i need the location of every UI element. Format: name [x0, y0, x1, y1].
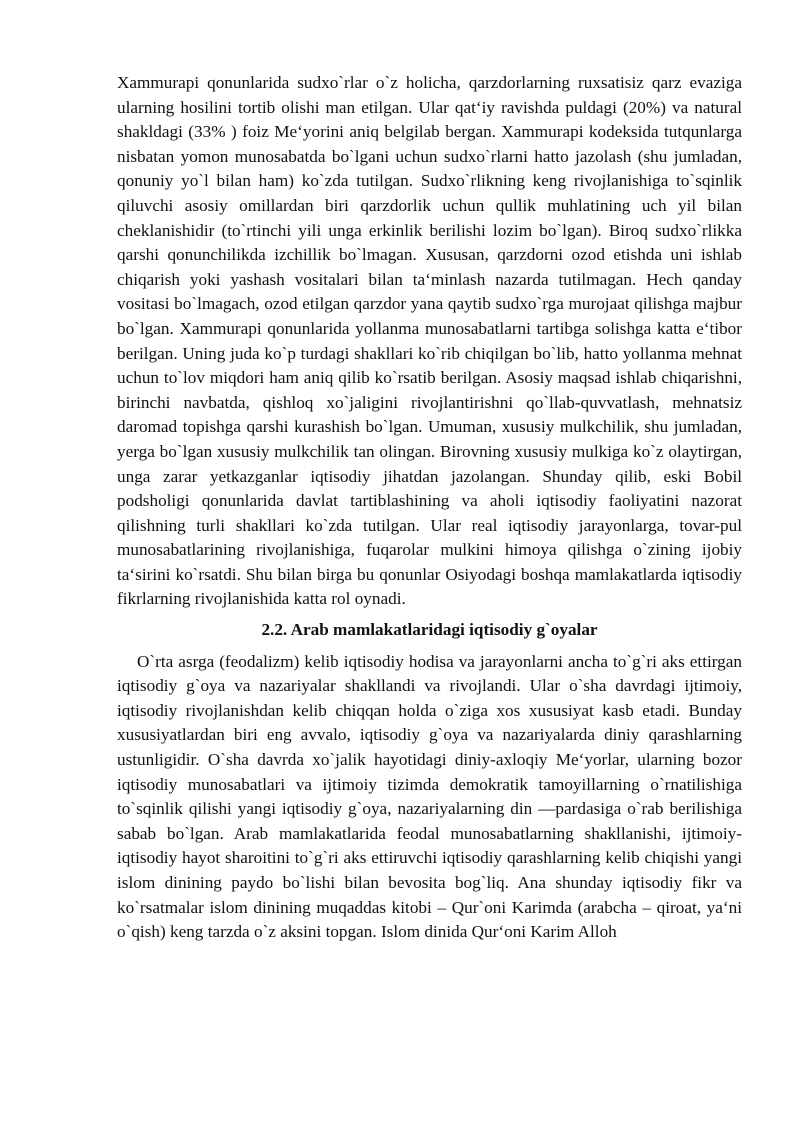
section-heading: 2.2. Arab mamlakatlaridagi iqtisodiy g`oyalar [261, 620, 598, 640]
body-paragraph: Xammurapi qonunlarida sudxo`rlar o`z holicha, qarzdorlarning ruxsatisiz qarz evaziga ularning hosilini tortib olishi man etilgan. Ular qat‘iy ravishda puldagi (20%) va natural shakldagi (33% ) foiz Me‘yorini aniq belgilab bergan. Xammurapi kodeksida tutqunlarga nisbatan yomon munosabatda bo`lgani uchun sudxo`rlarni hatto jazolash (shu jumladan, qonuniy yo`l bilan ham) ko`zda tutilgan. Sudxo`rlikning keng rivojlanishiga to`sqinlik qiluvchi asosiy omillardan biri qarzdorlik uchun qullik muhlatining uch yil bilan cheklanishidir (to`rtinchi yili unga erkinlik berilishi lozim bo`lgan). Biroq sudxo`rlikka qarshi qonunchilikda izchillik bo`lmagan. Xususan, qarzdorni ozod etishda uni ishlab chiqarish yoki yashash vositalari bilan ta‘minlash nazarda tutilmagan. Hech qanday vositasi bo`lmagach, ozod etilgan qarzdor yana qaytib sudxo`rga murojaat qilishga majbur bo`lgan. Xammurapi qonunlarida yollanma munosabatlarni tartibga solishga katta e‘tibor berilgan. Uning juda ko`p turdagi shakllari ko`rib chiqilgan bo`lib, hatto yollanma mehnat uchun to`lov miqdori ham aniq qilib ko`rsatib berilgan. Asosiy maqsad ishlab chiqarishni, birinchi navbatda, qishloq xo`jaligini rivojlantirishni qo`llab-quvvatlash, mehnatsiz daromad topishga qarshi kurashish bo`lgan. Umuman, xususiy mulkchilik, shu jumladan, yerga bo`lgan xususiy mulkchilik tan olingan. Birovning xususiy mulkiga ko`z olaytirgan, unga zarar yetkazganlar iqtisodiy jihatdan jazolangan. Shunday qilib, eski Bobil podsholigi qonunlarida davlat tartiblashining va aholi iqtisodiy faoliyatini nazorat qilishning turli shakllari ko`zda tutilgan. Ular real iqtisodiy jarayonlarga, tovar-pul munosabatlarining rivojlanishiga, fuqarolar mulkini himoya qilishga o`zining ijobiy ta‘sirini ko`rsatdi. Shu bilan birga bu qonunlar Osiyodagi boshqa mamlakatlarda iqtisodiy fikrlarning rivojlanishida katta rol oynadi. [117, 73, 742, 609]
body-paragraph: O`rta asrga (feodalizm) kelib iqtisodiy hodisa va jarayonlarni ancha to`g`ri aks ettirgan iqtisodiy g`oya va nazariyalar shakllandi va rivojlandi. Ular o`sha davrdagi ijtimoiy, iqtisodiy rivojlanishdan kelib chiqqan holda o`ziga xos xususiyat kasb etadi. Bunday xususiyatlardan biri eng avvalo, iqtisodiy g`oya va nazariyalarda diniy qarashlarning ustunligidir. O`sha davrda xo`jalik hayotidagi diniy-axloqiy Me‘yorlar, ularning bozor iqtisodiy munosabatlari va ijtimoiy tizimda demokratik tamoyillarning o`rnatilishiga to`sqinlik qilishi yangi iqtisodiy g`oya, nazariyalarning din ―pardasiga o`rab berilishiga sabab bo`lgan. Arab mamlakatlarida feodal munosabatlarning shakllanishi, ijtimoiy-iqtisodiy hayot sharoitini to`g`ri aks ettiruvchi iqtisodiy qarashlarning kelib chiqishi yangi islom dinining paydo bo`lishi bilan bevosita bog`liq. Ana shunday iqtisodiy fikr va ko`rsatmalar islom dinining muqaddas kitobi – Qur`oni Karimda (arabcha – qiroat, ya‘ni o`qish) keng tarzda o`z aksini topgan. Islom dinida Qur‘oni Karim Alloh [117, 651, 742, 942]
document-page [117, 71, 742, 945]
